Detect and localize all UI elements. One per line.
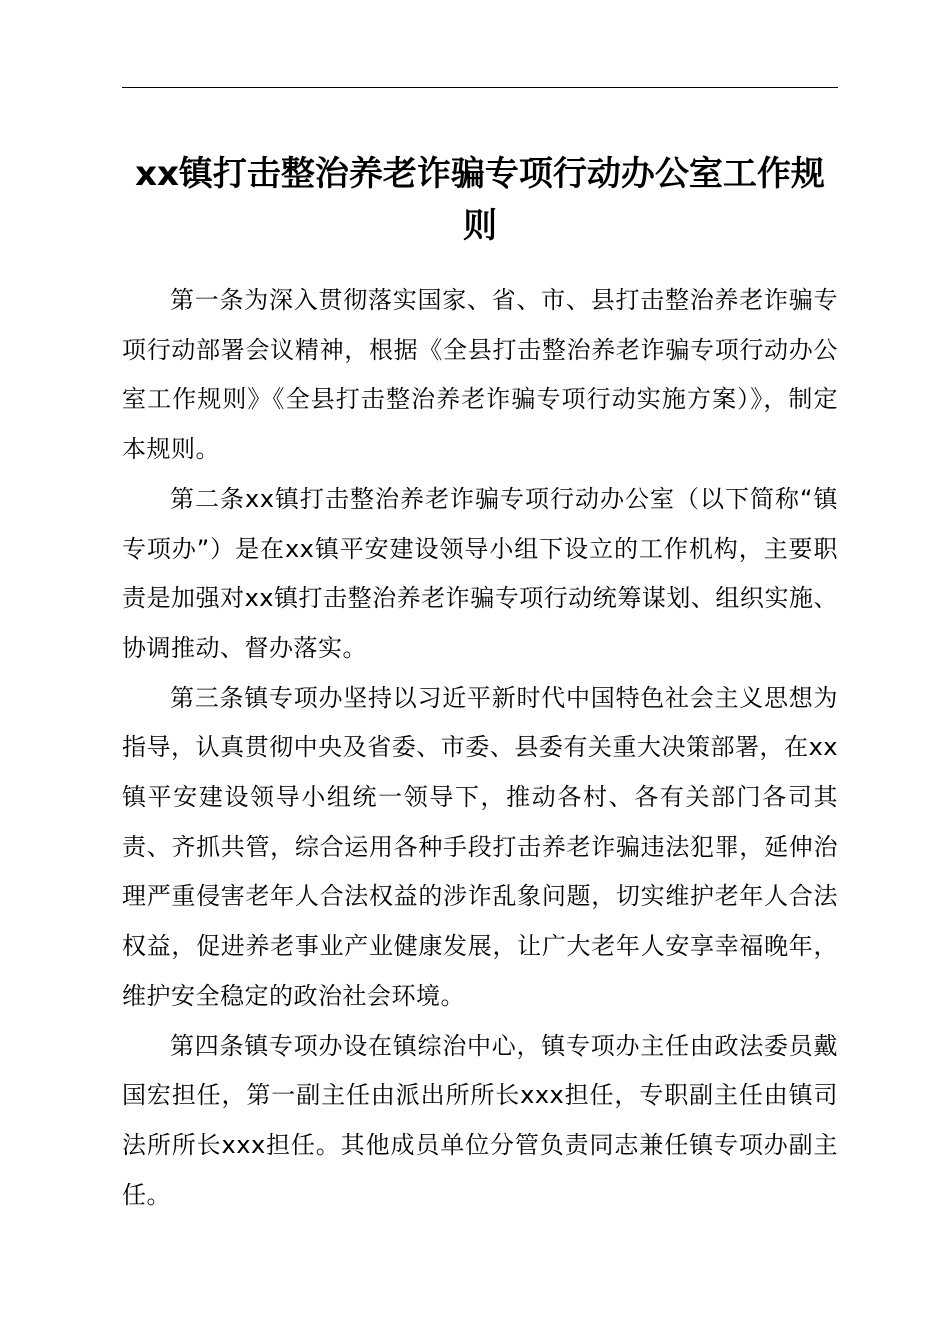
article-2-paragraph: 第二条xx镇打击整治养老诈骗专项行动办公室（以下简称“镇专项办”）是在xx镇平安建设领导小组下设立的工作机构，主要职责是加强对xx镇打击整治养老诈骗专项行动统筹谋划、组织实施、协调推动、督办落实。: [122, 484, 838, 662]
document-body: [122, 276, 838, 1220]
article-1-paragraph: 第一条为深入贯彻落实国家、省、市、县打击整治养老诈骗专项行动部署会议精神，根据《全县打击整治养老诈骗专项行动办公室工作规则》《全县打击整治养老诈骗专项行动实施方案）》，制定本规则。: [122, 286, 838, 464]
document-title: xx镇打击整治养老诈骗专项行动办公室工作规则: [135, 154, 825, 246]
article-4-paragraph: 第四条镇专项办设在镇综治中心，镇专项办主任由政法委员戴国宏担任，第一副主任由派出所所长xxx担任，专职副主任由镇司法所所长xxx担任。其他成员单位分管负责同志兼任镇专项办副主任。: [122, 1031, 838, 1209]
header-rule: [122, 87, 838, 88]
article-3-paragraph: 第三条镇专项办坚持以习近平新时代中国特色社会主义思想为指导，认真贯彻中央及省委、市委、县委有关重大决策部署，在xx镇平安建设领导小组统一领导下，推动各村、各有关部门各司其责、齐抓共管，综合运用各种手段打击养老诈骗违法犯罪，延伸治理严重侵害老年人合法权益的涉诈乱象问题，切实维护老年人合法权益，促进养老事业产业健康发展，让广大老年人安享幸福晚年，维护安全稳定的政治社会环境。: [122, 683, 838, 1010]
